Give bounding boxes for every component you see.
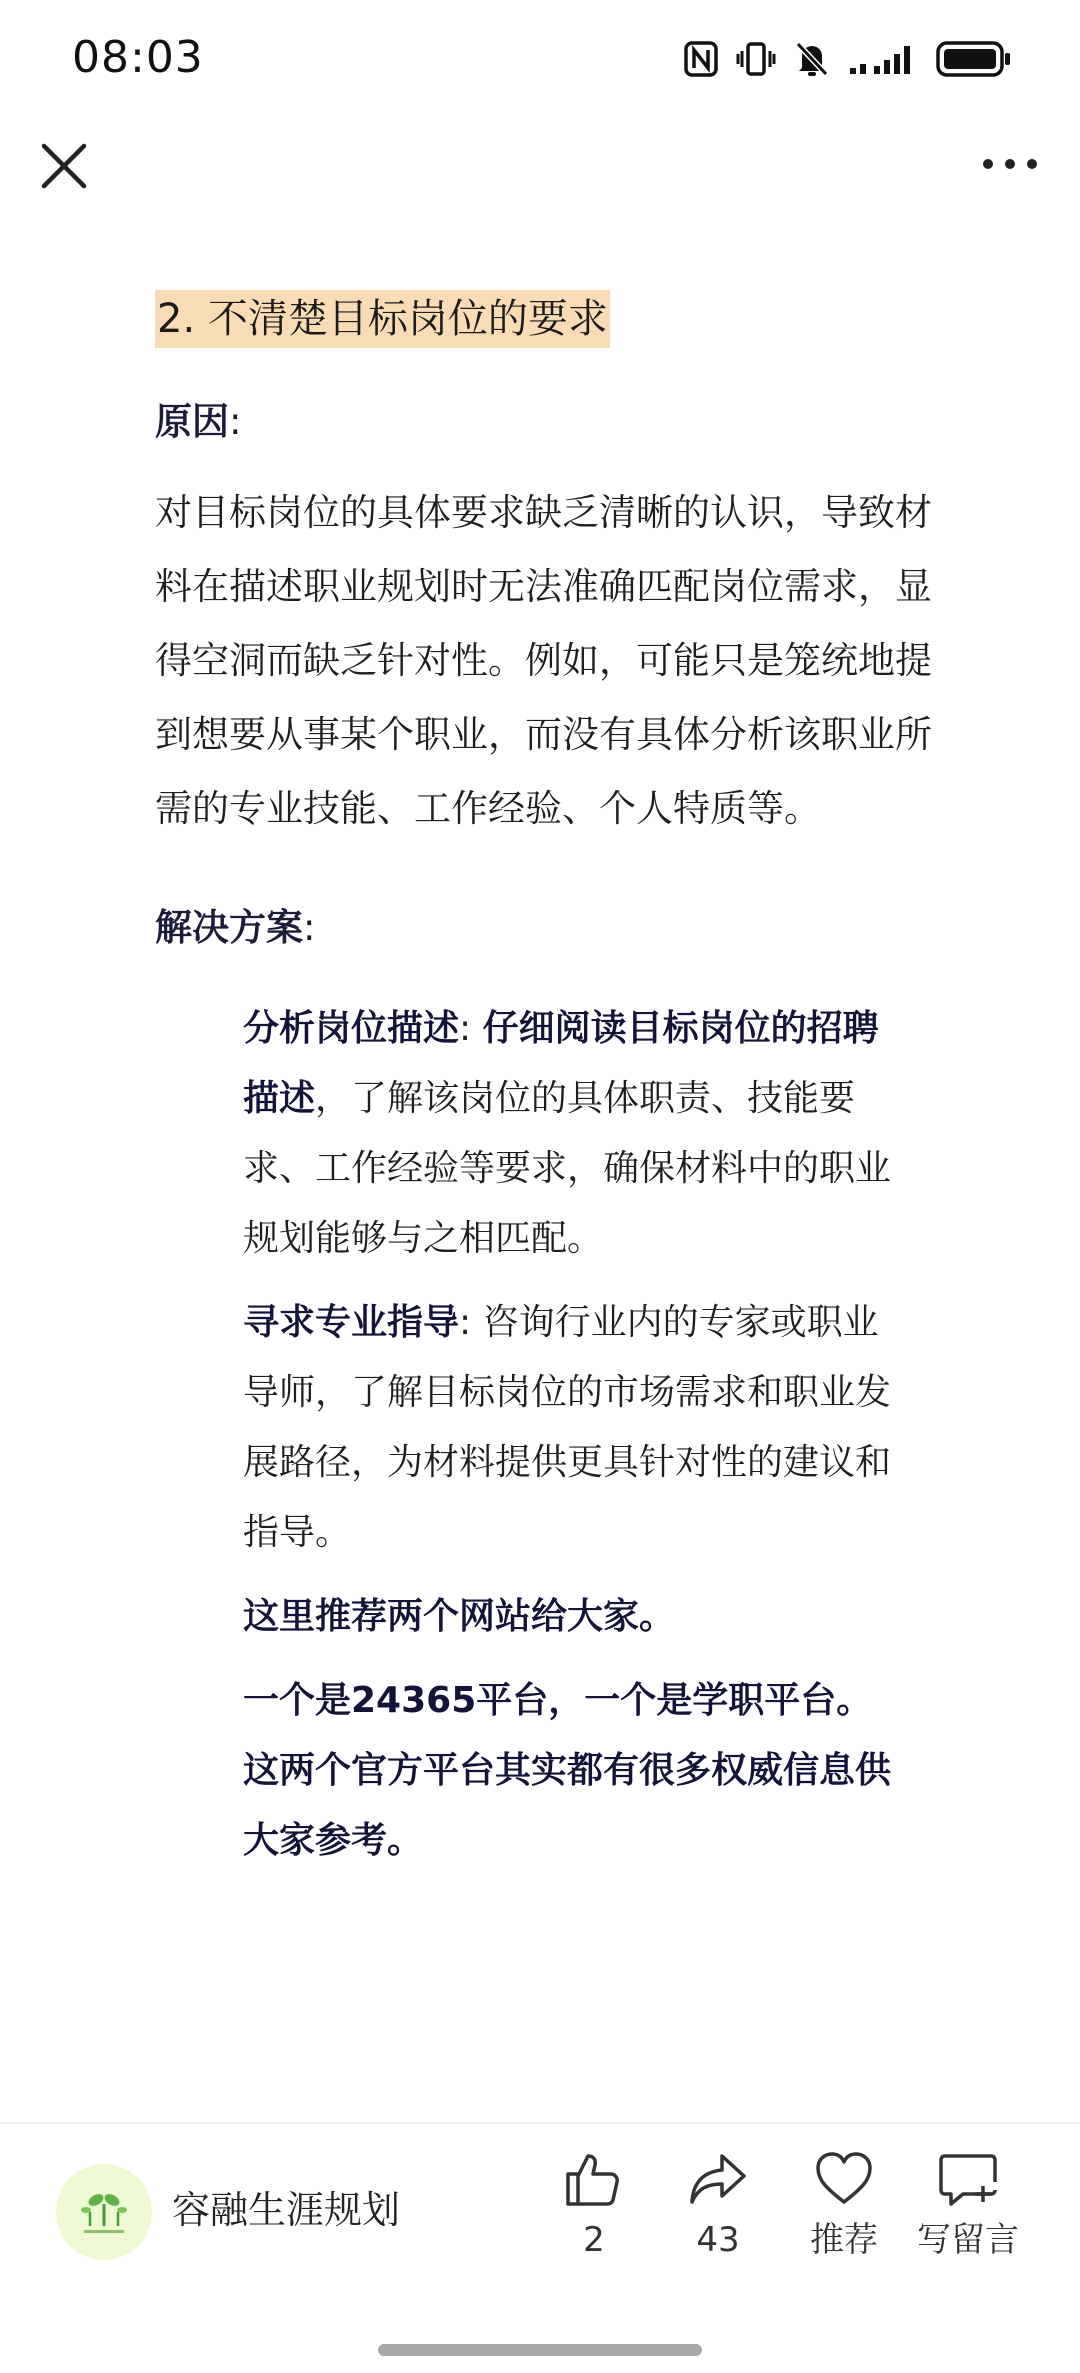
sprout-logo-icon <box>74 2180 134 2244</box>
solution-label-text: 解决方案 <box>155 906 303 949</box>
status-time: 08:03 <box>72 32 204 83</box>
signal-icon <box>848 42 918 76</box>
nav-bar <box>0 130 1080 210</box>
battery-icon <box>936 40 1012 78</box>
solution-text: ，了解该岗位的具体职责、技能要求、工作经验等要求，确保材料中的职业规划能够与之相匹配。 <box>243 1078 892 1259</box>
reason-label-text: 原因 <box>155 400 229 443</box>
reason-label <box>155 396 935 448</box>
article-body <box>155 290 935 1876</box>
status-bar <box>0 0 1080 120</box>
share-button[interactable] <box>658 2150 778 2262</box>
solution-title: 寻求专业指导 <box>243 1302 460 1343</box>
nfc-icon <box>684 41 718 77</box>
reason-colon: : <box>229 400 242 443</box>
heart-icon <box>784 2150 904 2208</box>
solution-item <box>243 1288 903 1568</box>
platform-line: 一个是24365平台，一个是学职平台。这两个官方平台其实都有很多权威信息供大家参考。 <box>243 1680 892 1861</box>
solution-title: 分析岗位描述 <box>243 1008 460 1049</box>
solution-colon: : <box>303 906 316 949</box>
solution-sep: : <box>459 1008 483 1049</box>
share-count: 43 <box>696 2220 740 2260</box>
solution-text: 咨询行业内的专家或职业导师，了解目标岗位的市场需求和职业发展路径，为材料提供更具针对性的建议和指导。 <box>243 1302 892 1553</box>
reason-paragraph: 对目标岗位的具体要求缺乏清晰的认识，导致材料在描述职业规划时无法准确匹配岗位需求，显得空洞而缺乏针对性。例如，可能只是笼统地提到想要从事某个职业，而没有具体分析该职业所需的专业技能、工作经验、个人特质等。 <box>155 491 932 830</box>
close-icon[interactable] <box>38 140 90 192</box>
recommend-button[interactable] <box>784 2150 904 2262</box>
like-button[interactable] <box>534 2150 654 2262</box>
comment-label: 写留言 <box>917 2220 1019 2260</box>
recommend-label: 推荐 <box>810 2220 878 2260</box>
solution-list <box>243 994 903 1876</box>
section-heading: 2. 不清楚目标岗位的要求 <box>155 290 610 348</box>
more-icon[interactable] <box>980 152 1040 176</box>
share-arrow-icon <box>658 2150 778 2208</box>
home-indicator[interactable] <box>378 2344 702 2356</box>
bottom-action-bar <box>0 2124 1080 2324</box>
comment-add-icon <box>908 2150 1028 2208</box>
solution-item <box>243 994 903 1274</box>
comment-button[interactable] <box>908 2150 1028 2262</box>
avatar[interactable] <box>56 2164 152 2260</box>
status-icons <box>684 40 1012 78</box>
vibrate-icon <box>736 41 776 77</box>
recommend-line: 这里推荐两个网站给大家。 <box>243 1596 676 1637</box>
author-name[interactable]: 容融生涯规划 <box>172 2188 401 2232</box>
solution-emphasis: 仔细阅读目标岗位的招聘描述 <box>243 1008 879 1119</box>
like-count: 2 <box>583 2220 605 2260</box>
solution-label <box>155 902 935 954</box>
thumbs-up-icon <box>534 2150 654 2208</box>
mute-bell-icon <box>794 40 830 78</box>
solution-sep: : <box>459 1302 483 1343</box>
